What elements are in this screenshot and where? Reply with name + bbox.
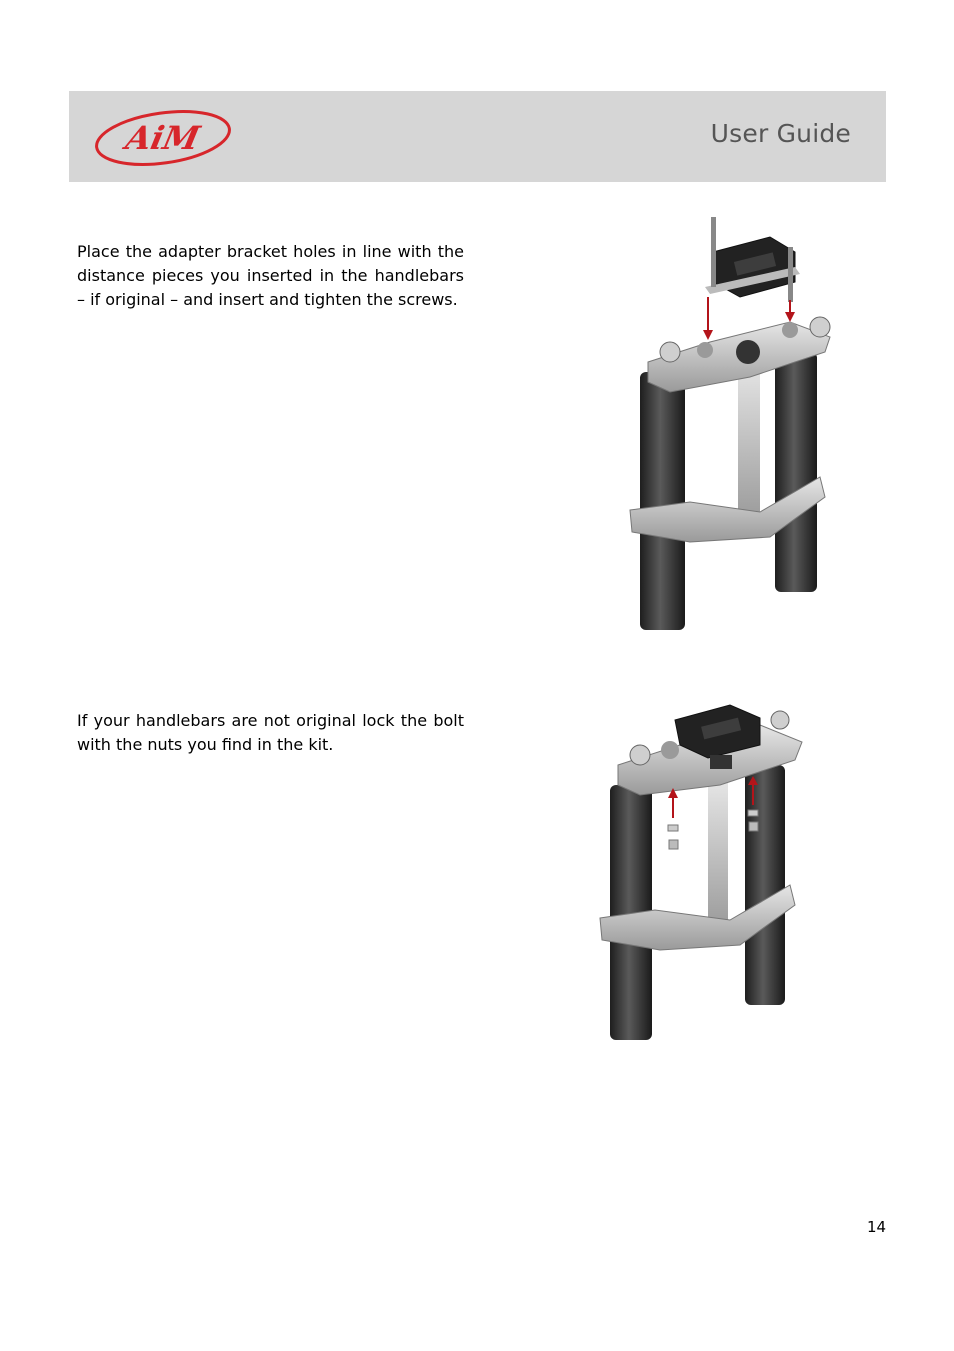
fork-bracket-illustration-nuts xyxy=(590,700,820,1045)
fork-bracket-illustration-screws xyxy=(620,212,850,637)
step2-text: If your handlebars are not original lock the bolt with the nuts you find in the kit. xyxy=(77,711,464,754)
step1-text: Place the adapter bracket holes in line with the distance pieces you inserted in the handlebars – if original – and insert and tighten the screws. xyxy=(77,242,464,309)
svg-text:AiM: AiM xyxy=(122,119,203,157)
header-title: User Guide xyxy=(710,119,851,148)
header-band xyxy=(69,91,886,182)
page-number: 14 xyxy=(867,1218,887,1236)
aim-logo xyxy=(93,109,233,167)
